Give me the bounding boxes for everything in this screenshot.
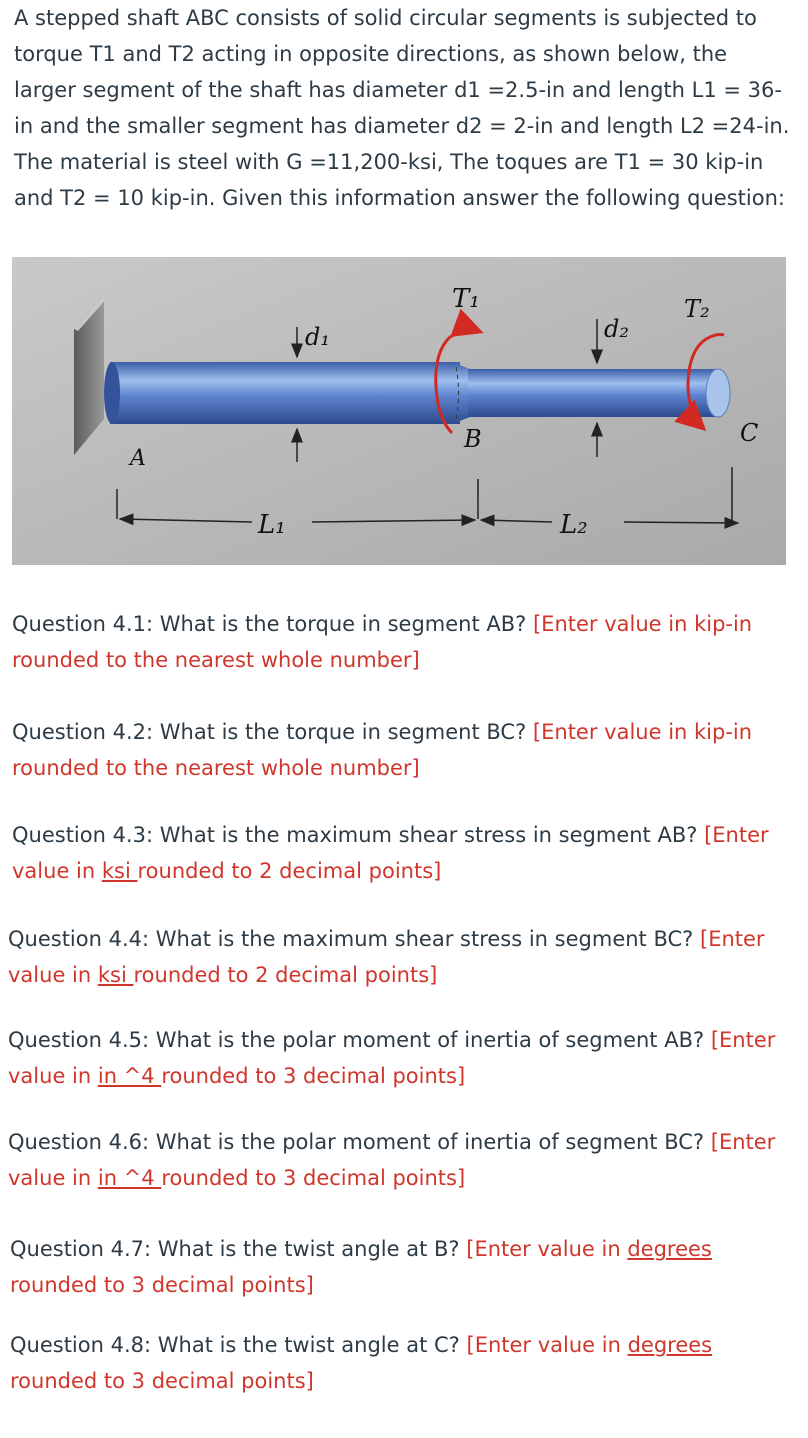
question-prompt: Question 4.8: What is the twist angle at C? <box>10 1333 460 1357</box>
shaft-step-b <box>452 362 470 424</box>
question-4-2 <box>12 714 792 786</box>
question-4-8 <box>10 1327 790 1399</box>
hint-unit: in ^4 <box>97 1166 162 1190</box>
hint-prefix: [Enter value in <box>8 1028 776 1088</box>
stepped-shaft-figure <box>12 257 786 565</box>
hint-unit: degrees <box>627 1333 713 1357</box>
label-t2: T₂ <box>684 295 710 323</box>
question-prompt: Question 4.3: What is the maximum shear stress in segment AB? <box>12 823 698 847</box>
problem-statement: A stepped shaft ABC consists of solid circular segments is subjected to torque T1 and T2 acting in opposite directions, as shown below, the larger segment of the shaft has diameter d1 =2.5-in and length L1 = 36-in and the smaller segment has diameter d2 = 2-in and length L2 =24-in. The material is steel with G =11,200-ksi, The toques are T1 = 30 kip-in and T2 = 10 kip-in. Given this information answer the following question: <box>14 6 790 210</box>
question-prompt: Question 4.6: What is the polar moment of inertia of segment BC? <box>8 1130 705 1154</box>
question-4-6 <box>8 1124 788 1196</box>
label-t1: T₁ <box>452 284 480 314</box>
question-4-1 <box>12 606 792 678</box>
answer-hint: [Enter value in kip-in rounded to the nearest whole number] <box>12 720 753 780</box>
label-l2: L₂ <box>560 510 588 540</box>
question-prompt: Question 4.1: What is the torque in segment AB? <box>12 612 527 636</box>
hint-prefix: [Enter value in <box>466 1333 628 1357</box>
hint-prefix: [Enter value in <box>12 823 769 883</box>
question-prompt: Question 4.5: What is the polar moment of inertia of segment AB? <box>8 1028 705 1052</box>
hint-suffix: rounded to 2 decimal points] <box>137 859 442 883</box>
question-prompt: Question 4.2: What is the torque in segment BC? <box>12 720 527 744</box>
question-4-3 <box>12 817 792 889</box>
label-l1: L₁ <box>258 510 286 540</box>
l2-dim-right <box>624 522 738 523</box>
hint-unit: degrees <box>627 1237 712 1261</box>
hint-unit: ksi <box>97 963 134 987</box>
hint-unit: ksi <box>101 859 138 883</box>
answer-hint: [Enter value in kip-in rounded to the nearest whole number] <box>12 612 753 672</box>
label-c: C <box>740 419 759 447</box>
hint-suffix: rounded to 3 decimal points] <box>161 1166 466 1190</box>
question-prompt: Question 4.7: What is the twist angle at B? <box>10 1237 460 1261</box>
question-prompt: Question 4.4: What is the maximum shear stress in segment BC? <box>8 927 694 951</box>
hint-prefix: [Enter value in <box>8 1130 776 1190</box>
hint-suffix: rounded to 3 decimal points] <box>10 1369 314 1393</box>
question-4-7 <box>10 1231 790 1303</box>
hint-prefix: [Enter value in <box>8 927 765 987</box>
label-a: A <box>130 446 146 471</box>
hint-suffix: rounded to 2 decimal points] <box>133 963 438 987</box>
hint-suffix: rounded to 3 decimal points] <box>161 1064 466 1088</box>
question-4-5 <box>8 1022 788 1094</box>
question-4-4 <box>8 921 788 993</box>
label-d1: d₁ <box>305 323 330 351</box>
hint-suffix: rounded to 3 decimal points] <box>10 1273 314 1297</box>
hint-unit: in ^4 <box>97 1064 162 1088</box>
segment-ab <box>104 362 460 424</box>
label-b: B <box>464 425 482 453</box>
hint-prefix: [Enter value in <box>466 1237 628 1261</box>
label-d2: d₂ <box>604 315 629 343</box>
